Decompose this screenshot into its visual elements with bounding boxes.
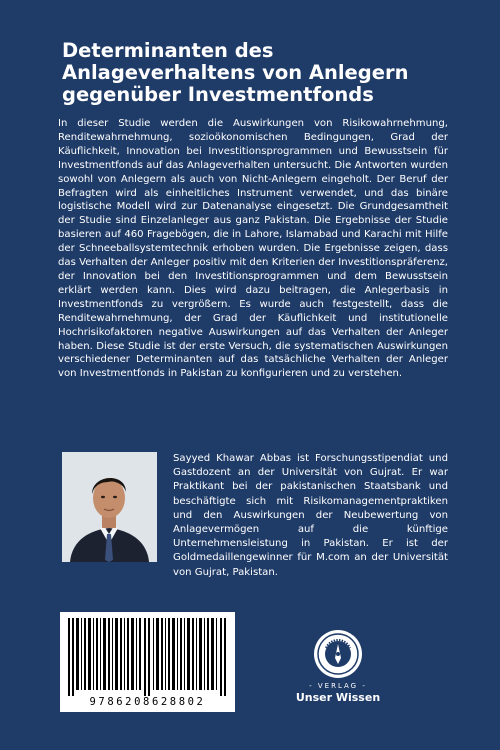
isbn-barcode: [60, 612, 235, 712]
title-line-3: gegenüber Investmentfonds: [62, 83, 374, 106]
abstract-text: In dieser Studie werden die Auswirkungen von Risikowahrnehmung, Renditewahrnehmung, sozioökonomischen Bedingungen, Grad der Käuflichkeit, Innovation bei Investitionsprogrammen und Bewusstsein für Investmentfonds auf das Anlageverhalten untersucht. Die Antworten wurden sowohl von Anlegern als auch von Nicht-Anlegern eingeholt. Der Beruf der Befragten wird als einheitliches Instrument verwendet, und das binäre logistische Modell wird zur Datenanalyse eingesetzt. Die Grundgesamtheit der Studie sind Einzelanleger aus ganz Pakistan. Die Ergebnisse der Studie basieren auf 460 Fragebögen, die in Lahore, Islamabad und Karachi mit Hilfe der Schneeballsystemtechnik erhoben wurden. Die Ergebnisse zeigen, dass das Verhalten der Anleger positiv mit den Kriterien der Investitionspräferenz, der Innovation bei den Investitionsprogrammen und dem Bewusstsein erklärt werden kann. Dies wird dazu beitragen, die Anlegerbasis in Investmentfonds zu vergrößern. Es wurde auch festgestellt, dass die Renditewahrnehmung, der Grad der Käuflichkeit und institutionelle Hochrisikofaktoren negative Auswirkungen auf das Verhalten der Anleger haben. Diese Studie ist der erste Versuch, die systematischen Auswirkungen verschiedener Determinanten auf das tatsächliche Verhalten der Anleger von Investmentfonds in Pakistan zu konfigurieren und zu verstehen.: [58, 118, 448, 380]
publisher-verlag-label: - VERLAG -: [309, 682, 367, 690]
barcode-bars-icon: [68, 618, 228, 696]
author-bio: Sayyed Khawar Abbas ist Forschungsstipendiat und Gastdozent an der Universität von Gujrat. Er war Praktikant bei der pakistanischen Staatsbank und beschäftigte sich mit Risikomanagementpraktiken und den Auswirkungen der Neubewertung von Anlagevermögen auf die künftige Unternehmensleistung in Pakistan. Er ist der Goldmedaillengewinner für M.com an der Universität von Gujrat, Pakistan.: [173, 453, 448, 578]
publisher-block: [288, 628, 388, 704]
title-line-2: Anlageverhaltens von Anlegern: [62, 61, 409, 84]
publisher-name: Unser Wissen: [295, 691, 381, 704]
title-line-1: Determinanten des: [62, 39, 274, 62]
publisher-logo-icon: [312, 628, 364, 680]
book-title: [62, 40, 462, 106]
author-portrait-icon: [62, 452, 157, 562]
isbn-number: 9786208628802: [89, 696, 206, 708]
author-photo: [62, 452, 157, 562]
